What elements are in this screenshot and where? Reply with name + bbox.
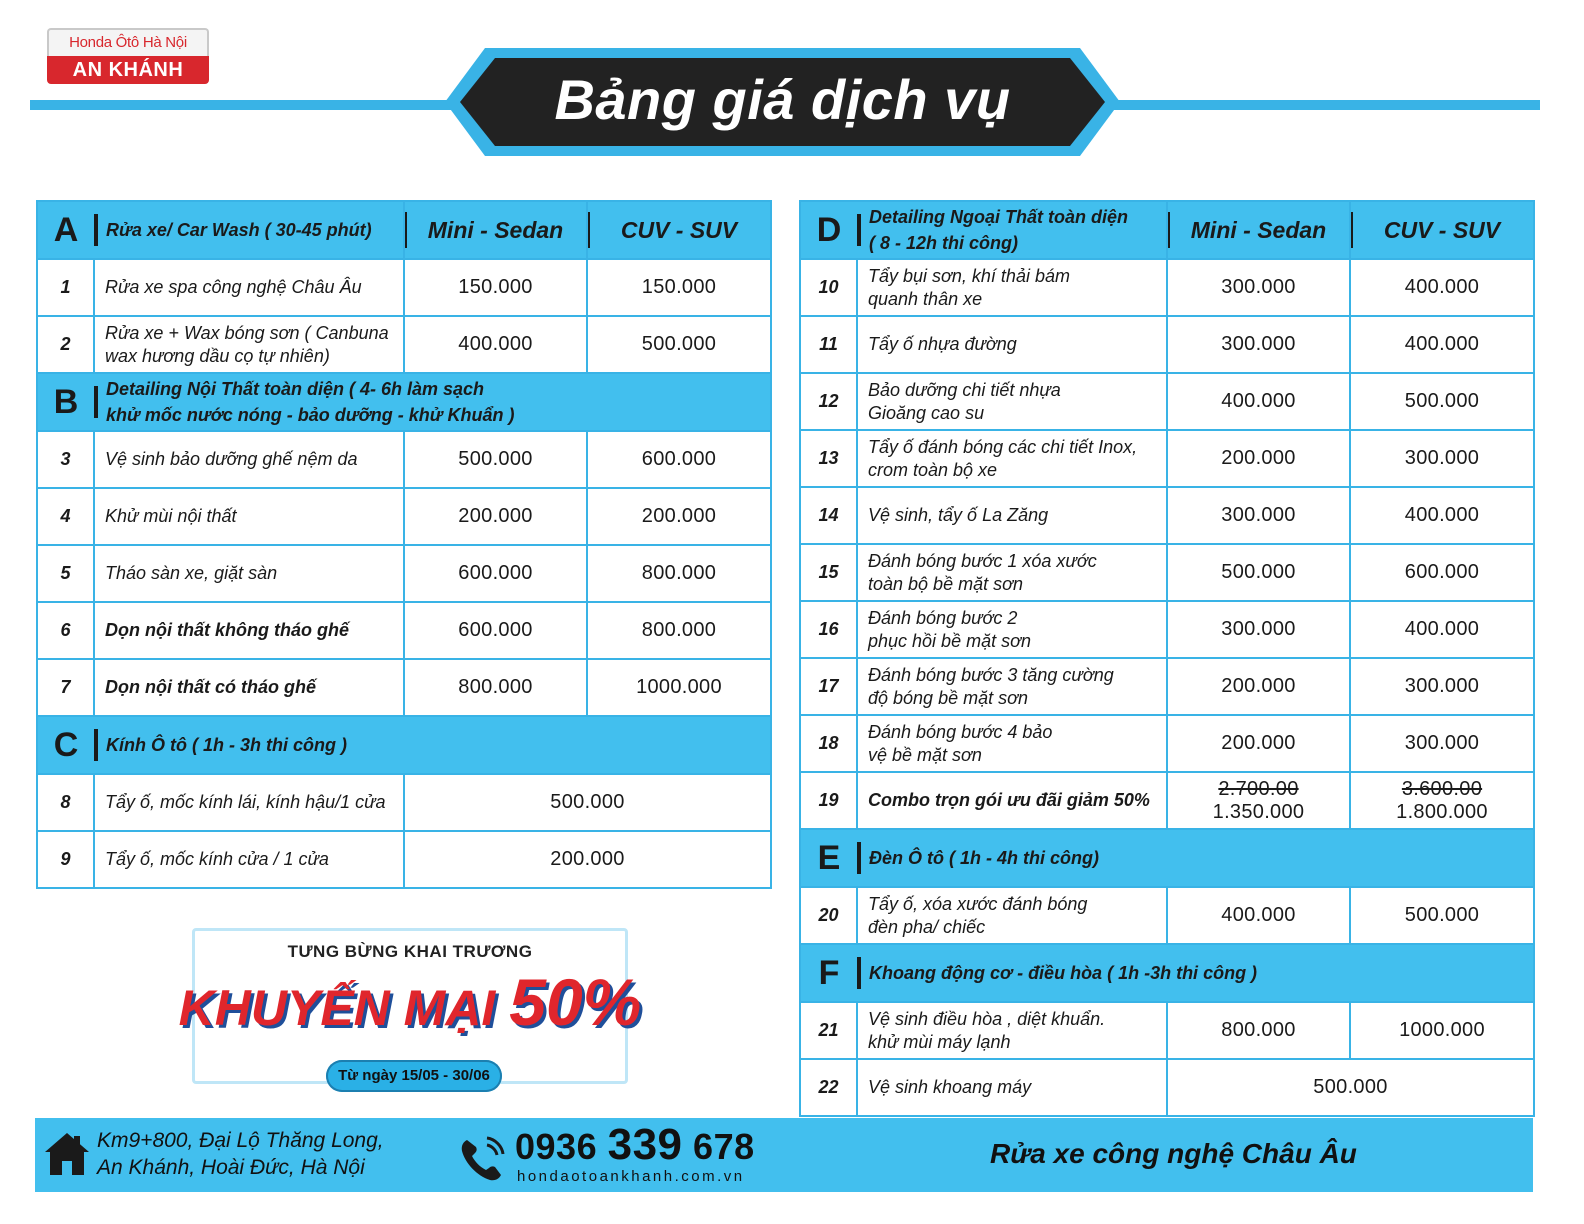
hotline[interactable]: [515, 1120, 755, 1170]
header-line-right: [1110, 100, 1540, 110]
section-name: Khoang động cơ - điều hòa ( 1h -3h thi công ): [857, 944, 1534, 1002]
header-line-left: [30, 100, 460, 110]
row-number: 16: [800, 601, 857, 658]
col-mini-sedan: Mini - Sedan: [1167, 201, 1350, 259]
price-mini: 300.000: [1167, 259, 1350, 316]
service-name: Vệ sinh điều hòa , diệt khuẩn. khử mùi máy lạnh: [857, 1002, 1167, 1059]
row-number: 20: [800, 887, 857, 944]
col-cuv-suv: CUV - SUV: [1350, 201, 1534, 259]
price-suv: 300.000: [1350, 430, 1534, 487]
promo-date: Từ ngày 15/05 - 30/06: [326, 1060, 502, 1092]
table-row: [800, 373, 1534, 430]
price-suv: 1000.000: [587, 659, 771, 716]
promo-percent: 50%: [509, 965, 642, 1039]
service-name: Tẩy ố nhựa đường: [857, 316, 1167, 373]
row-number: 8: [37, 774, 94, 831]
price-mini: 200.000: [1167, 658, 1350, 715]
table-row: [37, 316, 771, 373]
table-row: [800, 601, 1534, 658]
promo-badge: [160, 928, 660, 1096]
service-name: Tẩy ố đánh bóng các chi tiết Inox, crom toàn bộ xe: [857, 430, 1167, 487]
price-suv: 300.000: [1350, 658, 1534, 715]
price-all: 500.000: [1167, 1059, 1534, 1116]
table-row: [800, 1059, 1534, 1116]
col-mini-sedan: Mini - Sedan: [404, 201, 587, 259]
row-number: 11: [800, 316, 857, 373]
page-title: Bảng giá dịch vụ: [554, 68, 1011, 131]
price-table-right: [799, 200, 1535, 1117]
price-suv: 600.000: [1350, 544, 1534, 601]
service-name: Tẩy ố, mốc kính lái, kính hậu/1 cửa: [94, 774, 404, 831]
price-suv: 400.000: [1350, 487, 1534, 544]
row-number: 19: [800, 772, 857, 829]
phone-part-2: 339: [607, 1120, 683, 1169]
service-name: Khử mùi nội thất: [94, 488, 404, 545]
section-letter: C: [37, 716, 94, 774]
price-mini: 600.000: [404, 545, 587, 602]
table-row: [800, 316, 1534, 373]
phone-icon: [457, 1132, 511, 1186]
price-suv: 400.000: [1350, 316, 1534, 373]
price-mini: 150.000: [404, 259, 587, 316]
col-cuv-suv: CUV - SUV: [587, 201, 771, 259]
promo-subtitle: TƯNG BỪNG KHAI TRƯƠNG: [287, 942, 533, 961]
row-number: 3: [37, 431, 94, 488]
logo-bottom-text: AN KHÁNH: [47, 56, 209, 84]
slogan: Rửa xe công nghệ Châu Âu: [990, 1138, 1357, 1169]
price-suv: 200.000: [587, 488, 771, 545]
price-suv: 500.000: [1350, 887, 1534, 944]
section-d-header: [800, 201, 1534, 259]
service-name: Vệ sinh bảo dưỡng ghế nệm da: [94, 431, 404, 488]
logo-top-text: Honda Ôtô Hà Nội: [47, 28, 209, 56]
new-price: 1.800.000: [1396, 800, 1488, 823]
phone-part-3: 678: [693, 1126, 755, 1167]
service-name: Tháo sàn xe, giặt sàn: [94, 545, 404, 602]
brand-logo: [47, 28, 209, 86]
service-name: Tẩy ố, xóa xước đánh bóng đèn pha/ chiếc: [857, 887, 1167, 944]
table-row: [800, 715, 1534, 772]
price-suv: 300.000: [1350, 715, 1534, 772]
price-mini: 800.000: [404, 659, 587, 716]
section-letter: A: [37, 201, 94, 259]
table-row: [37, 602, 771, 659]
row-number: 2: [37, 316, 94, 373]
table-row: [37, 659, 771, 716]
old-price: 2.700.00: [1218, 777, 1299, 800]
website-link[interactable]: hondaotoankhanh.com.vn: [517, 1168, 745, 1185]
section-name: Detailing Nội Thất toàn diện ( 4- 6h làm sạch khử mốc nước nóng - bảo dưỡng - khử Khuẩn ): [94, 373, 771, 431]
row-number: 10: [800, 259, 857, 316]
service-name: Vệ sinh, tẩy ố La Zăng: [857, 487, 1167, 544]
row-number: 9: [37, 831, 94, 888]
price-mini: 600.000: [404, 602, 587, 659]
price-suv: [1350, 772, 1534, 829]
table-row: [37, 431, 771, 488]
price-mini: 300.000: [1167, 487, 1350, 544]
old-price: 3.600.00: [1401, 777, 1483, 800]
table-row: [37, 831, 771, 888]
price-mini: 300.000: [1167, 601, 1350, 658]
price-suv: 800.000: [587, 545, 771, 602]
section-letter: E: [800, 829, 857, 887]
price-table-left: [36, 200, 772, 889]
price-mini: 200.000: [1167, 430, 1350, 487]
price-mini: 400.000: [1167, 373, 1350, 430]
row-number: 13: [800, 430, 857, 487]
table-row: [800, 658, 1534, 715]
service-name: Tẩy ố, mốc kính cửa / 1 cửa: [94, 831, 404, 888]
price-mini: 800.000: [1167, 1002, 1350, 1059]
promo-headline: [160, 964, 660, 1040]
service-name: Bảo dưỡng chi tiết nhựa Gioăng cao su: [857, 373, 1167, 430]
price-all: 200.000: [404, 831, 771, 888]
price-suv: 500.000: [1350, 373, 1534, 430]
service-name: Vệ sinh khoang máy: [857, 1059, 1167, 1116]
row-number: 14: [800, 487, 857, 544]
table-row: [37, 488, 771, 545]
row-number: 4: [37, 488, 94, 545]
table-row: [800, 772, 1534, 829]
address-line-1: Km9+800, Đại Lộ Thăng Long,: [97, 1129, 384, 1152]
row-number: 17: [800, 658, 857, 715]
row-number: 21: [800, 1002, 857, 1059]
section-name: Rửa xe/ Car Wash ( 30-45 phút): [94, 201, 404, 259]
service-name: Rửa xe + Wax bóng sơn ( Canbuna wax hương dầu cọ tự nhiên): [94, 316, 404, 373]
service-name: Đánh bóng bước 1 xóa xước toàn bộ bề mặt sơn: [857, 544, 1167, 601]
row-number: 7: [37, 659, 94, 716]
row-number: 1: [37, 259, 94, 316]
table-row: [800, 259, 1534, 316]
section-b-header: [37, 373, 771, 431]
table-row: [37, 259, 771, 316]
table-row: [800, 430, 1534, 487]
service-name: Đánh bóng bước 3 tăng cường độ bóng bề mặt sơn: [857, 658, 1167, 715]
table-row: [800, 1002, 1534, 1059]
row-number: 18: [800, 715, 857, 772]
home-icon: [43, 1130, 91, 1178]
section-letter: D: [800, 201, 857, 259]
price-suv: 800.000: [587, 602, 771, 659]
table-row: [800, 887, 1534, 944]
price-mini: 400.000: [1167, 887, 1350, 944]
service-name: Dọn nội thất không tháo ghế: [94, 602, 404, 659]
price-mini: 400.000: [404, 316, 587, 373]
title-banner: [445, 48, 1120, 156]
section-letter: F: [800, 944, 857, 1002]
footer-bar: [35, 1118, 1533, 1192]
row-number: 5: [37, 545, 94, 602]
price-suv: 150.000: [587, 259, 771, 316]
row-number: 6: [37, 602, 94, 659]
section-name: Kính Ô tô ( 1h - 3h thi công ): [94, 716, 771, 774]
service-name: Đánh bóng bước 2 phục hồi bề mặt sơn: [857, 601, 1167, 658]
row-number: 15: [800, 544, 857, 601]
price-mini: 500.000: [404, 431, 587, 488]
price-suv: 500.000: [587, 316, 771, 373]
price-suv: 400.000: [1350, 259, 1534, 316]
address-line-2: An Khánh, Hoài Đức, Hà Nội: [97, 1156, 365, 1179]
service-name: Đánh bóng bước 4 bảo vệ bề mặt sơn: [857, 715, 1167, 772]
price-mini: 200.000: [1167, 715, 1350, 772]
new-price: 1.350.000: [1212, 800, 1305, 823]
section-f-header: [800, 944, 1534, 1002]
section-name: Đèn Ô tô ( 1h - 4h thi công): [857, 829, 1534, 887]
table-row: [37, 774, 771, 831]
price-mini: 500.000: [1167, 544, 1350, 601]
row-number: 12: [800, 373, 857, 430]
section-letter: B: [37, 373, 94, 431]
table-row: [37, 545, 771, 602]
table-row: [800, 544, 1534, 601]
price-all: 500.000: [404, 774, 771, 831]
price-mini: 300.000: [1167, 316, 1350, 373]
service-name: Rửa xe spa công nghệ Châu Âu: [94, 259, 404, 316]
price-suv: 1000.000: [1350, 1002, 1534, 1059]
section-a-header: [37, 201, 771, 259]
price-suv: 600.000: [587, 431, 771, 488]
price-mini: 200.000: [404, 488, 587, 545]
phone-part-1: 0936: [515, 1126, 598, 1167]
promo-main-text: KHUYẾN MẠI: [178, 980, 496, 1036]
address: [97, 1127, 384, 1181]
section-c-header: [37, 716, 771, 774]
section-name: Detailing Ngoại Thất toàn diện ( 8 - 12h thi công): [857, 201, 1167, 259]
service-name: Combo trọn gói ưu đãi giảm 50%: [857, 772, 1167, 829]
service-name: Dọn nội thất có tháo ghế: [94, 659, 404, 716]
price-suv: 400.000: [1350, 601, 1534, 658]
service-name: Tẩy bụi sơn, khí thải bám quanh thân xe: [857, 259, 1167, 316]
price-mini: [1167, 772, 1350, 829]
row-number: 22: [800, 1059, 857, 1116]
table-row: [800, 487, 1534, 544]
section-e-header: [800, 829, 1534, 887]
